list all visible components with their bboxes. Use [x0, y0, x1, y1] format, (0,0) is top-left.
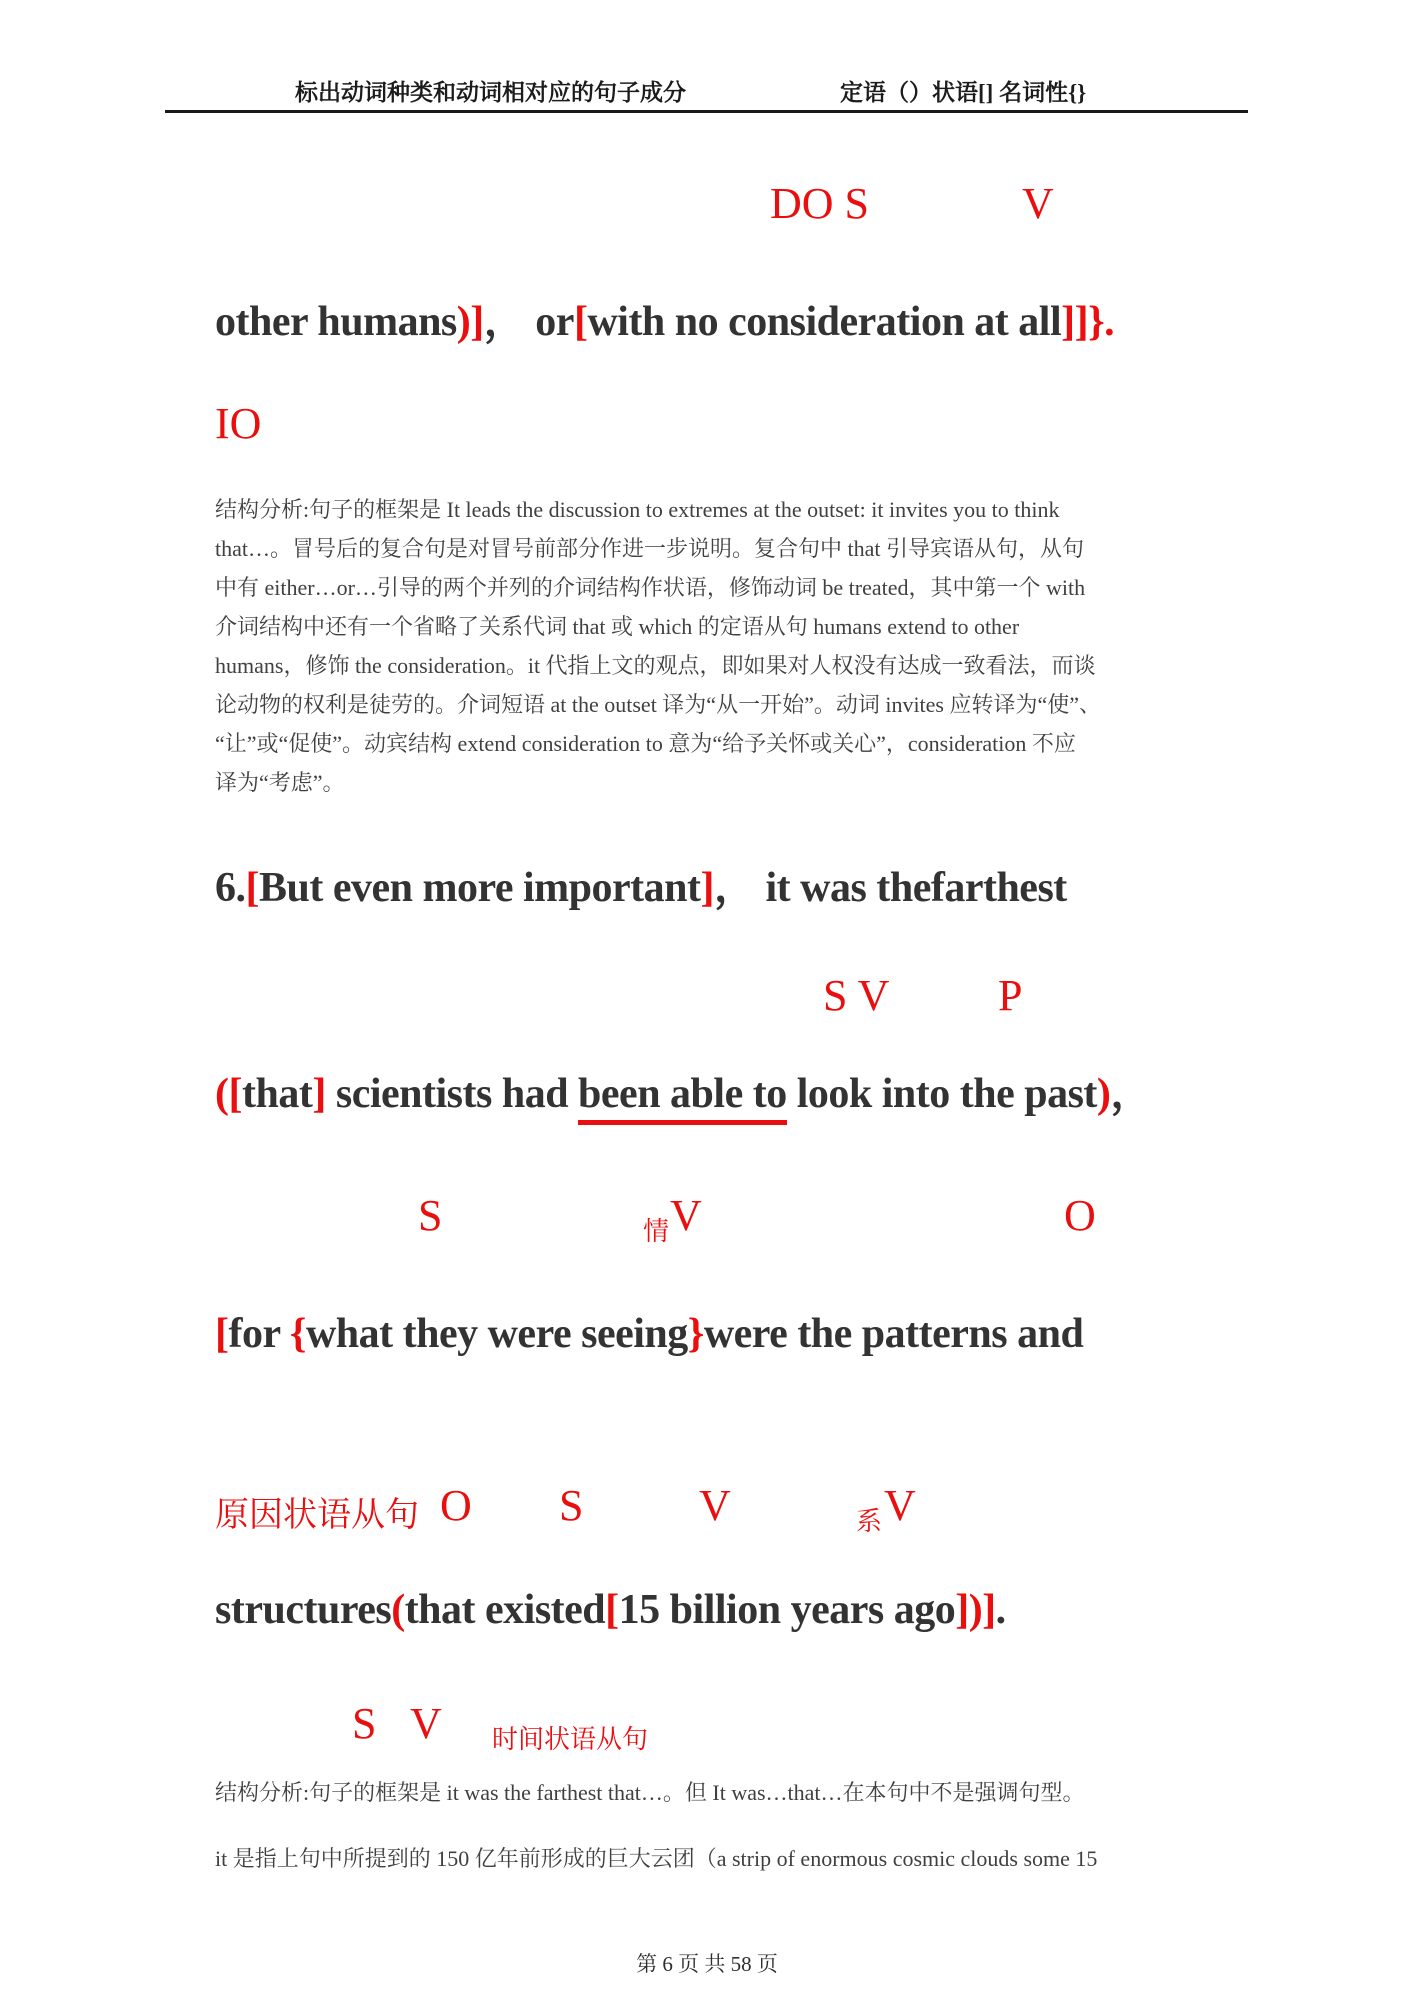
underlined-phrase: been able to: [578, 1071, 787, 1125]
structure-analysis-paragraph-1: [215, 490, 1260, 802]
sentence-text: other humans: [215, 299, 457, 345]
grammar-label-v: V: [884, 1481, 916, 1530]
bracket: {: [289, 1311, 306, 1357]
grammar-label-reason-clause: 原因状语从句: [215, 1497, 419, 1534]
grammar-annotation-row-1: [0, 180, 1414, 236]
bracket: [: [573, 299, 588, 345]
analysis-line: 译为“考虑”。: [215, 770, 345, 795]
sentence-fragment-1: [215, 296, 1114, 348]
grammar-label-io: IO: [215, 399, 262, 448]
grammar-label-v: V: [410, 1699, 442, 1748]
grammar-annotation-row-5: [0, 1700, 1414, 1756]
sentence-text: ，: [1110, 1071, 1152, 1117]
grammar-label-o: O: [440, 1481, 472, 1530]
sentence-text: ，: [714, 865, 756, 911]
sentence-text: it was thefarthest: [755, 865, 1067, 911]
grammar-annotation-row-3: [0, 1192, 1414, 1248]
sentence-text: what they were seeing: [305, 1311, 688, 1357]
bracket: (: [215, 1071, 229, 1117]
analysis-line: humans，修饰 the consideration。it 代指上文的观点，即如果对人权没有达成一致看法，而谈: [215, 653, 1096, 678]
sentence-text: structures: [215, 1587, 392, 1633]
sentence-period: .: [995, 1587, 1006, 1633]
grammar-annotation-row-io: [0, 400, 1414, 456]
grammar-label-v: V: [670, 1191, 702, 1240]
bracket: )]: [456, 299, 484, 345]
analysis-line: “让”或“促使”。动宾结构 extend consideration to 意为“给予关怀或关心”，consideration 不应: [215, 731, 1076, 756]
grammar-label-s: S: [352, 1699, 377, 1748]
sentence-number: 6.: [215, 865, 246, 911]
analysis-line: 结构分析:句子的框架是 It leads the discussion to extremes at the outset: it invites you to think: [215, 497, 1060, 522]
bracket: ]]}: [1061, 299, 1105, 345]
grammar-label-do-s: DO S: [770, 179, 870, 228]
header-divider: [165, 110, 1248, 113]
bracket: }: [687, 1311, 704, 1357]
sentence-text: that: [242, 1071, 313, 1117]
structure-analysis-paragraph-2: [215, 1760, 1260, 1892]
sentence-fragment-4: [215, 1584, 1006, 1636]
analysis-line: 结构分析:句子的框架是 it was the farthest that…。但 It was…that…在本句中不是强调句型。: [215, 1780, 1085, 1805]
bracket: [: [605, 1587, 619, 1633]
sentence-text: But even more important: [259, 865, 701, 911]
analysis-line: 介词结构中还有一个省略了关系代词 that 或 which 的定语从句 humans extend to other: [215, 614, 1020, 639]
grammar-label-time-clause: 时间状语从句: [492, 1725, 649, 1754]
sentence-text: scientists had: [325, 1071, 579, 1117]
bracket: ): [1096, 1071, 1111, 1117]
grammar-label-s: S: [559, 1481, 584, 1530]
sentence-fragment-3: [215, 1308, 1083, 1360]
grammar-label-s-v: S V: [823, 971, 890, 1020]
bracket: [: [215, 1311, 229, 1357]
analysis-line: that…。冒号后的复合句是对冒号前部分作进一步说明。复合句中 that 引导宾语从句，从句: [215, 536, 1084, 561]
grammar-label-o: O: [1064, 1191, 1096, 1240]
bracket: (: [391, 1587, 405, 1633]
grammar-label-p: P: [998, 971, 1023, 1020]
grammar-label-s: S: [418, 1191, 443, 1240]
sentence-period: .: [1104, 299, 1115, 345]
bracket: ]: [312, 1071, 326, 1117]
grammar-label-v: V: [699, 1481, 731, 1530]
grammar-annotation-row-4: [0, 1482, 1414, 1538]
sentence-text: look into the past: [786, 1071, 1097, 1117]
analysis-line: 中有 either…or…引导的两个并列的介词结构作状语，修饰动词 be treated，其中第一个 with: [215, 575, 1086, 600]
grammar-label-linking-cn: 系: [856, 1507, 883, 1536]
sentence-6-heading: [215, 862, 1067, 914]
sentence-text: or: [525, 299, 574, 345]
analysis-line: it 是指上句中所提到的 150 亿年前形成的巨大云团（a strip of enormous cosmic clouds some 15: [215, 1846, 1098, 1871]
grammar-label-modal-cn: 情: [643, 1217, 670, 1246]
bracket: [: [228, 1071, 242, 1117]
sentence-text: ，: [483, 299, 526, 345]
bracket: ])]: [955, 1587, 996, 1633]
bracket: [: [245, 865, 259, 911]
sentence-fragment-2: [215, 1068, 1152, 1120]
sentence-text: that existed: [404, 1587, 606, 1633]
page-number-footer: 第 6 页 共 58 页: [636, 1952, 778, 1976]
grammar-annotation-row-2: [0, 972, 1414, 1028]
sentence-text: with no consideration at all: [587, 299, 1062, 345]
sentence-text: 15 billion years ago: [618, 1587, 956, 1633]
grammar-label-v: V: [1022, 179, 1054, 228]
header-title-right: 定语（）状语[] 名词性{}: [840, 80, 1087, 105]
sentence-text: for: [228, 1311, 290, 1357]
sentence-text: were the patterns and: [703, 1311, 1084, 1357]
bracket: ]: [700, 865, 714, 911]
header-title-left: 标出动词种类和动词相对应的句子成分: [295, 80, 686, 105]
analysis-line: 论动物的权利是徒劳的。介词短语 at the outset 译为“从一开始”。动词 invites 应转译为“使”、: [215, 692, 1102, 717]
